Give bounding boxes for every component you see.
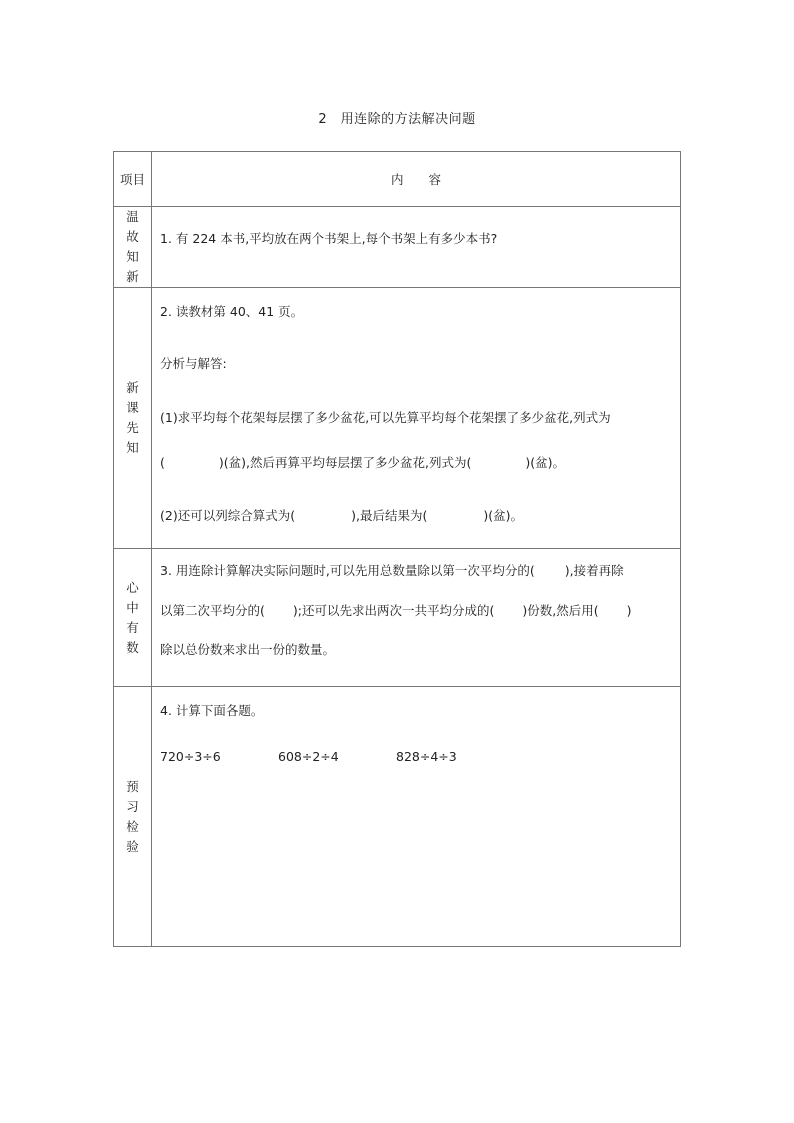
question-1: 1. 有 224 本书,平均放在两个书架上,每个书架上有多少本书? <box>160 231 498 246</box>
calculation-row <box>160 749 672 764</box>
question-2: 2. 读教材第 40、41 页。 <box>160 304 304 319</box>
label-summary: 心 中 有 数 <box>114 549 152 687</box>
section-review <box>114 207 681 288</box>
header-content: 内 容 <box>152 152 681 207</box>
label-practice: 预 习 检 验 <box>114 687 152 947</box>
part-2-text: (2)还可以列综合算式为( ),最后结果为( )(盆)。 <box>160 508 523 523</box>
page-title: 2 用连除的方法解决问题 <box>318 112 476 127</box>
section-new-lesson <box>114 288 681 549</box>
content-summary <box>152 549 681 687</box>
calc-item: 608÷2÷4 <box>278 749 339 764</box>
content-practice <box>152 687 681 947</box>
header-row <box>114 152 681 207</box>
part-1-text: (1)求平均每个花架每层摆了多少盆花,可以先算平均每个花架摆了多少盆花,列式为 <box>160 410 611 425</box>
part-1-blanks: ( )(盆),然后再算平均每层摆了多少盆花,列式为( )(盆)。 <box>160 455 565 470</box>
label-review: 温 故 知 新 <box>114 207 152 288</box>
header-item: 项目 <box>114 152 152 207</box>
section-practice <box>114 687 681 947</box>
label-new-lesson: 新 课 先 知 <box>114 288 152 549</box>
calc-item: 720÷3÷6 <box>160 749 221 764</box>
question-4: 4. 计算下面各题。 <box>160 703 264 718</box>
question-3-line-1: 3. 用连除计算解决实际问题时,可以先用总数量除以第一次平均分的( ),接着再除 <box>160 563 624 578</box>
question-3-line-3: 除以总份数来求出一份的数量。 <box>160 642 336 657</box>
calc-item: 828÷4÷3 <box>396 749 457 764</box>
section-summary <box>114 549 681 687</box>
content-review <box>152 207 681 288</box>
question-3-line-2: 以第二次平均分的( );还可以先求出两次一共平均分成的( )份数,然后用( ) <box>160 603 632 618</box>
worksheet-table <box>113 151 681 947</box>
analysis-heading: 分析与解答: <box>160 356 227 371</box>
content-new-lesson <box>152 288 681 549</box>
